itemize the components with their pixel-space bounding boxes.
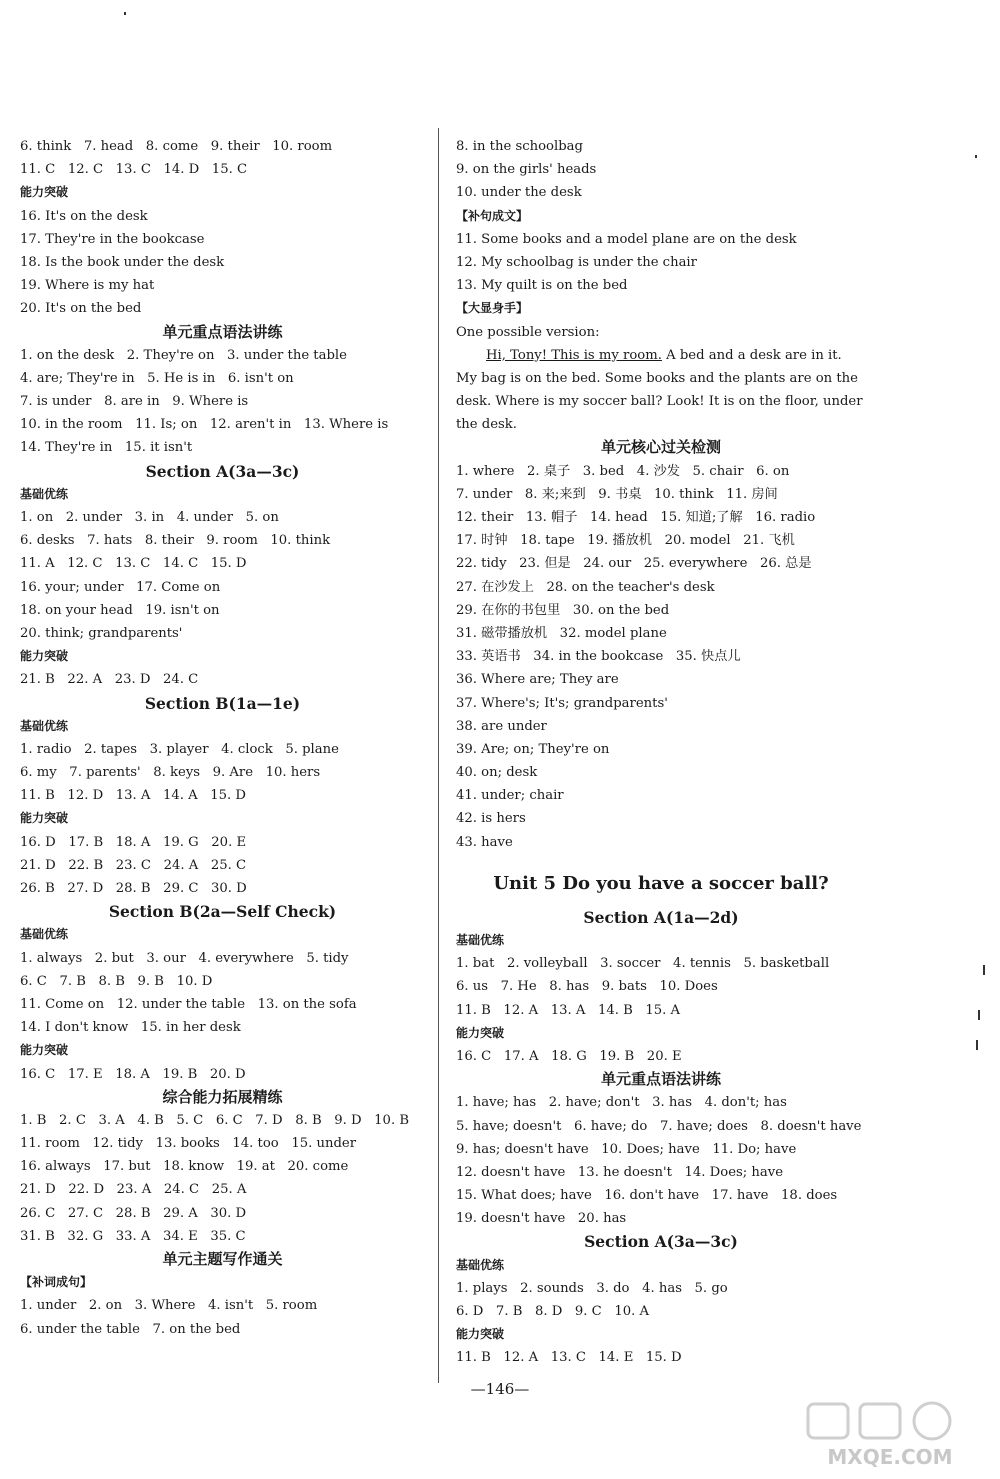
answer-line: 38. are under: [456, 718, 547, 734]
answer-line: My bag is on the bed. Some books and the plants are on the: [456, 370, 858, 386]
answer-line: 18. Is the book under the desk: [20, 254, 225, 270]
essay-underlined-text: Hi, Tony! This is my room.: [486, 347, 662, 363]
answer-line: 22. tidy 23. 但是 24. our 25. everywhere 26. 总是: [456, 556, 812, 572]
answer-line: 1. on 2. under 3. in 4. under 5. on: [20, 510, 279, 525]
answer-line: 11. Some books and a model plane are on the desk: [456, 231, 797, 247]
answer-line: 14. I don't know 15. in her desk: [20, 1020, 241, 1036]
answer-line: 7. is under 8. are in 9. Where is: [20, 394, 249, 410]
section-subheading: Section B(1a—1e): [144, 693, 301, 713]
answer-line: 14. They're in 15. it isn't: [20, 440, 193, 456]
answer-line: 6. under the table 7. on the bed: [20, 1321, 241, 1337]
answer-line: 12. their 13. 帽子 14. head 15. 知道;了解 16. radio: [456, 510, 816, 525]
answer-line: 8. in the schoolbag: [456, 139, 583, 154]
answer-line: 37. Where's; It's; grandparents': [456, 695, 668, 711]
scan-speck: [975, 155, 977, 158]
answer-line: 7. under 8. 来;来到 9. 书桌 10. think 11. 房间: [456, 486, 778, 502]
answer-line: 43. have: [456, 834, 513, 850]
answer-line: 26. B 27. D 28. B 29. C 30. D: [20, 881, 247, 896]
section-label: 能力突破: [456, 1025, 505, 1040]
section-label: 基础优练: [20, 927, 69, 942]
answer-line: 33. 英语书 34. in the bookcase 35. 快点儿: [456, 649, 741, 665]
answer-line: 41. under; chair: [456, 788, 564, 804]
section-label: 能力突破: [20, 649, 69, 664]
section-label: 能力突破: [456, 1327, 505, 1342]
answer-line: One possible version:: [456, 324, 600, 340]
left-column: [20, 135, 425, 1341]
answer-line: 6. my 7. parents' 8. keys 9. Are 10. hers: [20, 765, 321, 781]
section-label: 基础优练: [456, 933, 505, 947]
unit-title: Unit 5 Do you have a soccer ball?: [493, 872, 829, 894]
scan-speck: [978, 1010, 980, 1020]
answer-line: 1. B 2. C 3. A 4. B 5. C 6. C 7. D 8. B 9. D 10. B: [20, 1112, 410, 1128]
answer-line: 16. C 17. E 18. A 19. B 20. D: [20, 1066, 246, 1082]
answer-line: 17. They're in the bookcase: [20, 231, 205, 247]
answer-line: 13. My quilt is on the bed: [456, 278, 628, 294]
answer-line: 19. doesn't have 20. has: [456, 1211, 627, 1227]
answer-line: 11. A 12. C 13. C 14. C 15. D: [20, 556, 247, 572]
answer-line: 21. D 22. D 23. A 24. C 25. A: [20, 1182, 247, 1198]
answer-line: 31. 磁带播放机 32. model plane: [456, 625, 667, 641]
scan-speck: [983, 965, 985, 975]
section-label: 能力突破: [20, 1043, 69, 1058]
answer-line: 6. desks 7. hats 8. their 9. room 10. think: [20, 533, 331, 549]
answer-line: 17. 时钟 18. tape 19. 播放机 20. model 21. 飞机: [456, 533, 795, 549]
answer-line: 11. B 12. A 13. A 14. B 15. A: [456, 1002, 681, 1018]
answer-line: 11. B 12. A 13. C 14. E 15. D: [456, 1350, 682, 1366]
answer-line: 1. radio 2. tapes 3. player 4. clock 5. plane: [20, 741, 339, 757]
answer-line: 31. B 32. G 33. A 34. E 35. C: [20, 1228, 246, 1244]
section-label: 基础优练: [20, 718, 69, 733]
column-divider: [438, 128, 439, 1383]
section-label: 基础优练: [456, 1257, 505, 1272]
answer-line: 1. where 2. 桌子 3. bed 4. 沙发 5. chair 6. on: [456, 463, 790, 479]
answer-line: 21. D 22. B 23. C 24. A 25. C: [20, 857, 247, 873]
answer-line: 16. C 17. A 18. G 19. B 20. E: [456, 1048, 682, 1064]
answer-line: 4. are; They're in 5. He is in 6. isn't on: [20, 370, 294, 386]
essay-line: [456, 344, 866, 367]
answer-line: 11. C 12. C 13. C 14. D 15. C: [20, 162, 248, 178]
section-subheading: Section A(3a—3c): [584, 1232, 738, 1252]
answer-line: 12. My schoolbag is under the chair: [456, 254, 697, 270]
answer-line: 20. think; grandparents': [20, 625, 183, 641]
answer-line: 15. What does; have 16. don't have 17. have 18. does: [456, 1188, 838, 1204]
answer-line: 16. your; under 17. Come on: [20, 579, 221, 595]
answer-line: 12. doesn't have 13. he doesn't 14. Does; have: [456, 1164, 784, 1180]
answer-line: 21. B 22. A 23. D 24. C: [20, 672, 199, 688]
answer-line: 26. C 27. C 28. B 29. A 30. D: [20, 1205, 247, 1221]
answer-line: 16. D 17. B 18. A 19. G 20. E: [20, 834, 247, 850]
answer-line: 19. Where is my hat: [20, 278, 155, 294]
answer-line: 11. Come on 12. under the table 13. on the sofa: [20, 996, 357, 1012]
answer-line: 40. on; desk: [456, 765, 538, 781]
answer-line: 5. have; doesn't 6. have; do 7. have; does 8. doesn't have: [456, 1118, 862, 1134]
watermark-logo: [800, 1400, 980, 1470]
answer-line: 10. in the room 11. Is; on 12. aren't in 13. Where is: [20, 417, 389, 433]
answer-line: 1. under 2. on 3. Where 4. isn't 5. room: [20, 1298, 318, 1314]
answer-line: 9. has; doesn't have 10. Does; have 11. Do; have: [456, 1141, 797, 1157]
section-heading: 单元核心过关检测: [600, 438, 721, 457]
section-label: 基础优练: [20, 486, 69, 501]
answer-line: 36. Where are; They are: [456, 672, 619, 688]
page-number: —146—: [470, 1380, 530, 1398]
section-heading: 单元主题写作通关: [162, 1250, 283, 1268]
answer-line: 29. 在你的书包里 30. on the bed: [456, 602, 670, 618]
answer-line: 6. C 7. B 8. B 9. B 10. D: [20, 973, 213, 989]
answer-line: 6. think 7. head 8. come 9. their 10. room: [20, 139, 333, 154]
answer-line: 20. It's on the bed: [20, 301, 142, 317]
section-heading: 单元重点语法讲练: [600, 1070, 721, 1089]
section-label: 【补句成文】: [456, 208, 529, 223]
answer-line: 1. bat 2. volleyball 3. soccer 4. tennis 5. basketball: [456, 956, 830, 972]
answer-line: 6. D 7. B 8. D 9. C 10. A: [456, 1304, 650, 1319]
essay-text: A bed and a desk are in it.: [661, 347, 842, 363]
svg-text:MXQE.COM: MXQE.COM: [827, 1445, 953, 1469]
section-label: 【补词成句】: [20, 1275, 93, 1290]
section-heading: 综合能力拓展精练: [162, 1087, 283, 1106]
section-label: 【大显身手】: [456, 301, 529, 316]
answer-line: 39. Are; on; They're on: [456, 741, 610, 757]
section-label: 能力突破: [20, 811, 69, 826]
section-subheading: Section A(1a—2d): [583, 907, 739, 927]
right-column: [456, 135, 866, 1370]
scan-speck: [124, 12, 126, 15]
section-label: 能力突破: [20, 185, 69, 200]
answer-line: 6. us 7. He 8. has 9. bats 10. Does: [456, 979, 718, 995]
section-subheading: Section A(3a—3c): [145, 461, 300, 481]
answer-line: 9. on the girls' heads: [456, 162, 597, 178]
answer-line: 1. always 2. but 3. our 4. everywhere 5. tidy: [20, 950, 349, 966]
section-heading: 单元重点语法讲练: [162, 322, 283, 341]
answer-line: 42. is hers: [456, 811, 526, 827]
answer-line: 10. under the desk: [456, 185, 582, 201]
answer-line: 16. always 17. but 18. know 19. at 20. come: [20, 1159, 349, 1175]
answer-line: 1. have; has 2. have; don't 3. has 4. don't; has: [456, 1095, 787, 1111]
answer-line: 18. on your head 19. isn't on: [20, 602, 220, 618]
answer-line: 11. B 12. D 13. A 14. A 15. D: [20, 788, 247, 804]
answer-line: 1. plays 2. sounds 3. do 4. has 5. go: [456, 1280, 728, 1296]
answer-line: 1. on the desk 2. They're on 3. under the table: [20, 347, 347, 363]
answer-line: 11. room 12. tidy 13. books 14. too 15. under: [20, 1136, 357, 1152]
answer-line: desk. Where is my soccer ball? Look! It is on the floor, under: [456, 394, 863, 410]
section-subheading: Section B(2a—Self Check): [108, 902, 337, 922]
answer-line: 27. 在沙发上 28. on the teacher's desk: [456, 579, 715, 595]
answer-line: 16. It's on the desk: [20, 208, 148, 224]
answer-line: the desk.: [456, 417, 517, 433]
scan-speck: [976, 1040, 978, 1050]
